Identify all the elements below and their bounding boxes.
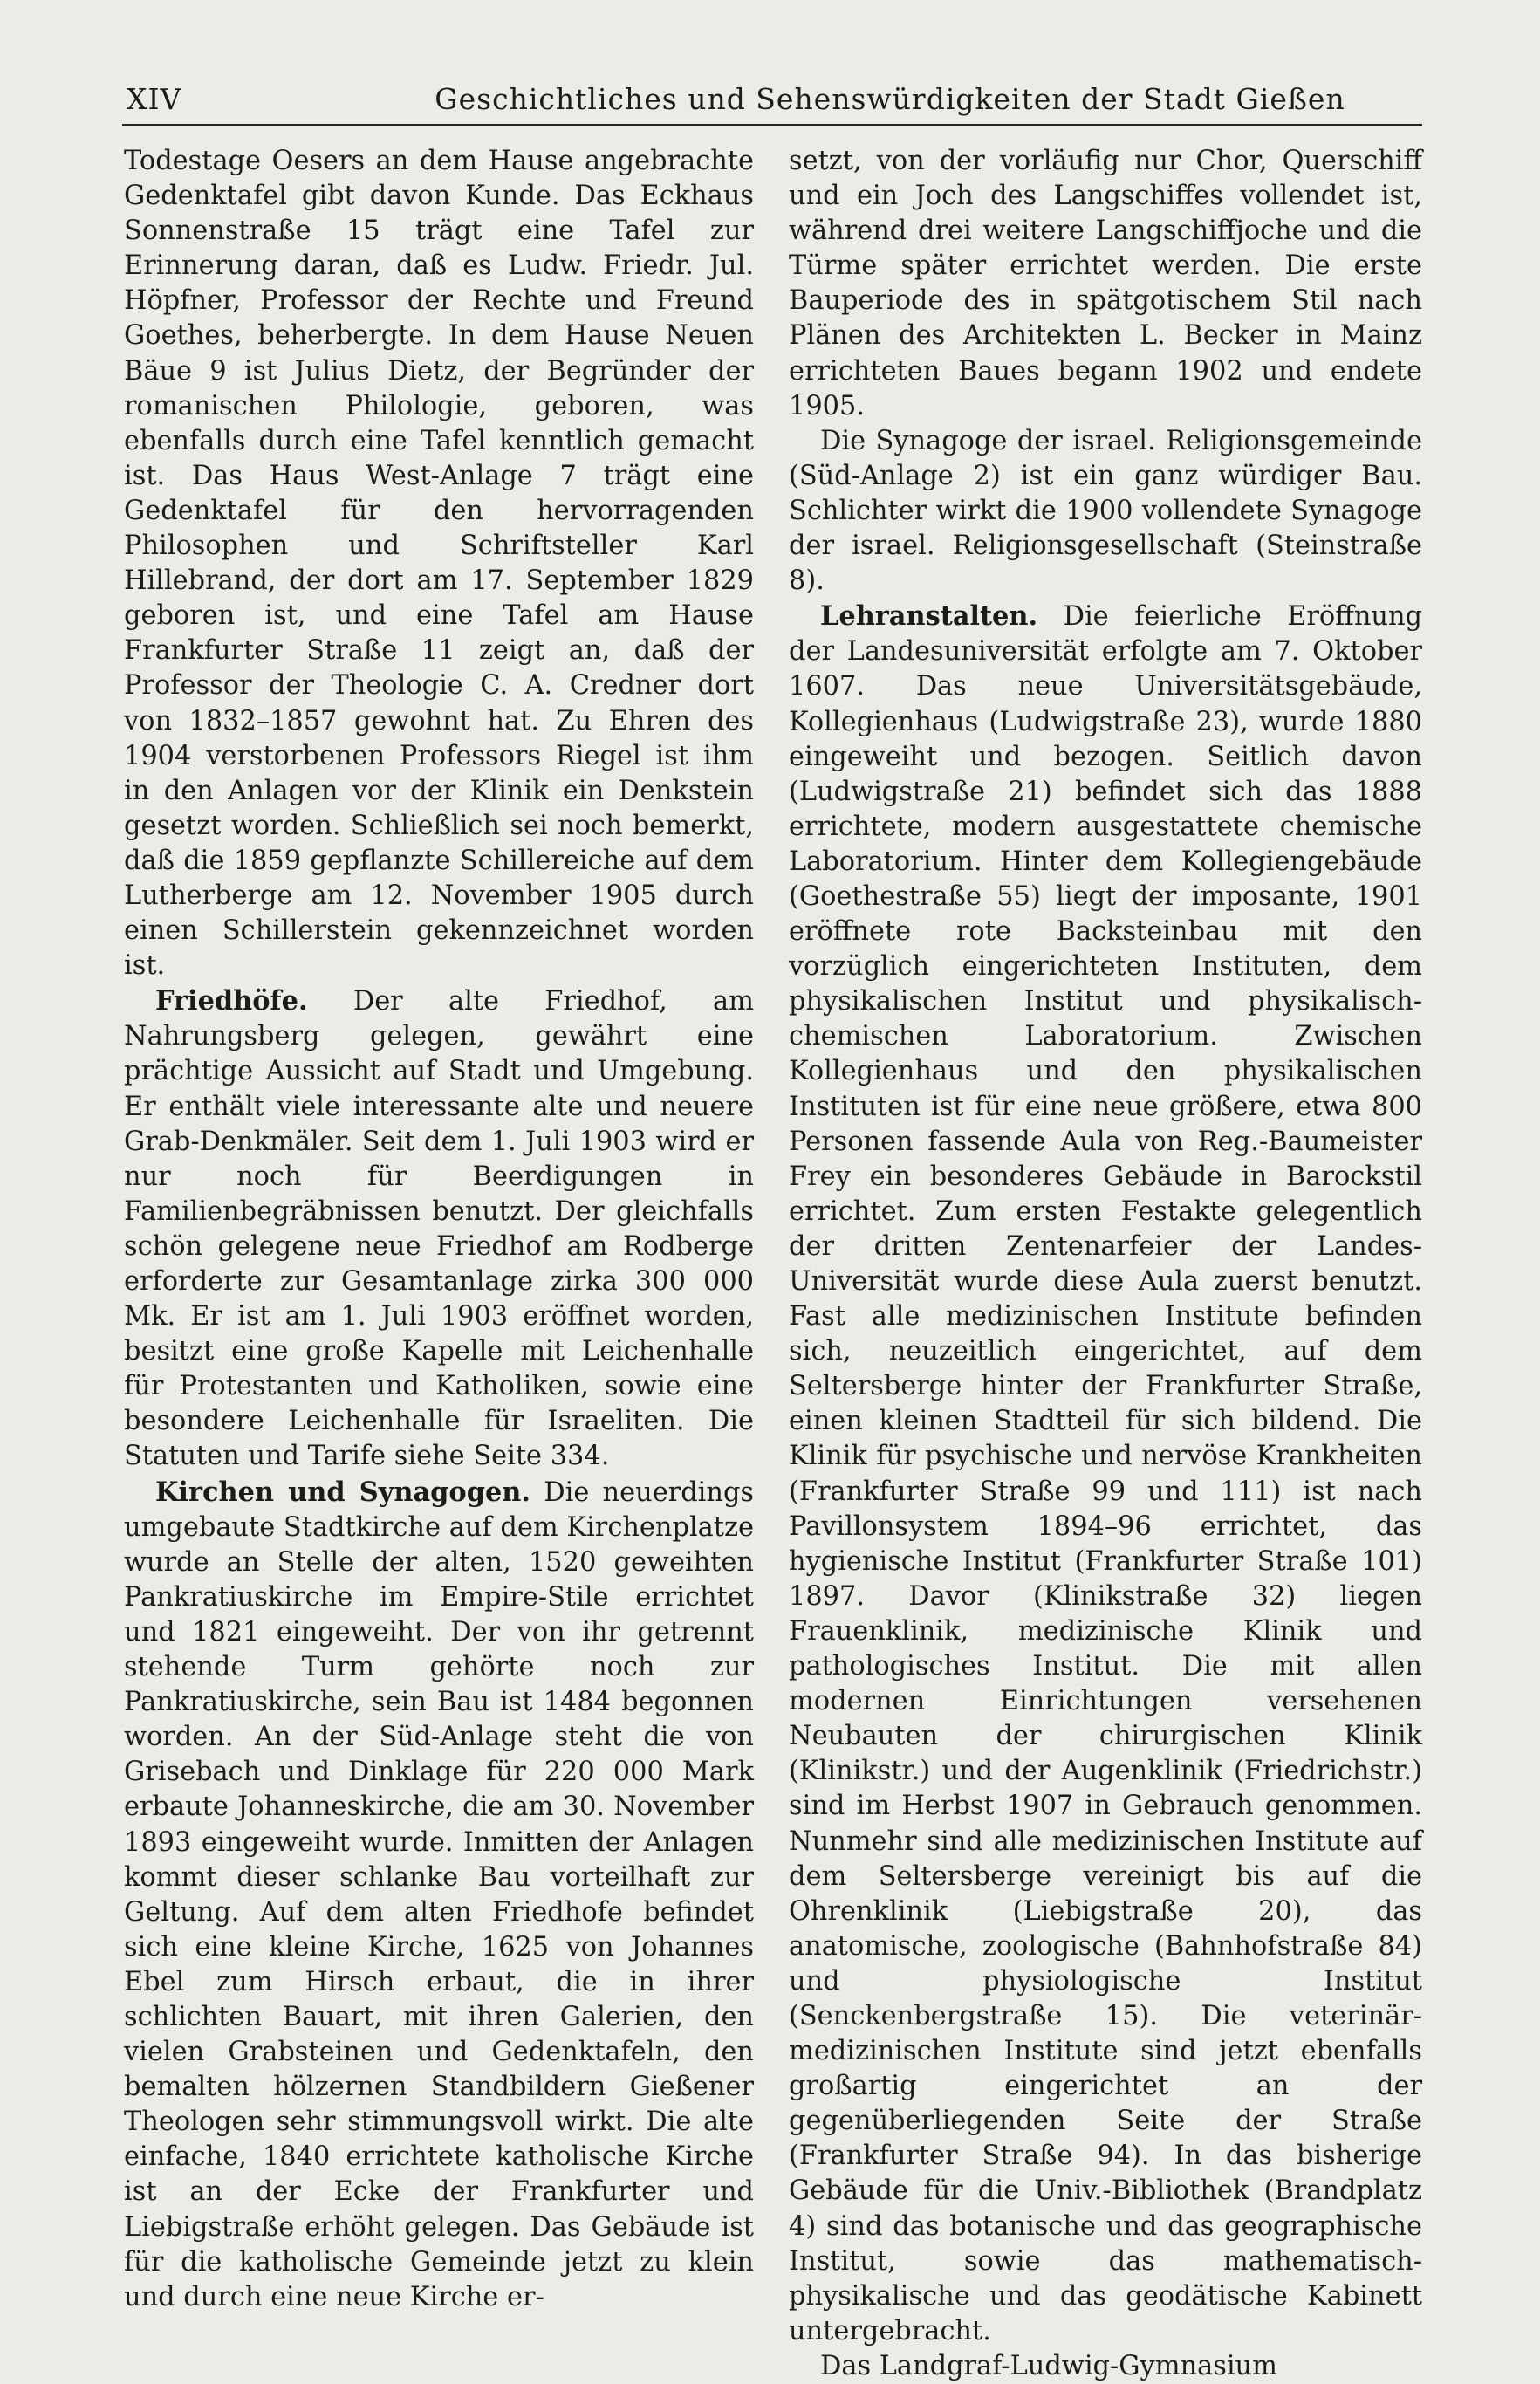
section-heading-kirchen: Kirchen und Synagogen. — [155, 1476, 530, 1508]
right-column — [789, 144, 1422, 2381]
section-heading-friedhoefe: Friedhöfe. — [155, 985, 308, 1017]
paragraph-educational-institutions — [789, 599, 1422, 2349]
left-column — [124, 144, 754, 2312]
running-title: Geschichtliches und Sehenswürdigkeiten der Stadt Gießen — [435, 82, 1345, 116]
paragraph-text: Todestage Oesers an dem Hause angebrachte Gedenktafel gibt davon Kunde. Das Eckhaus Sonnenstraße 15 trägt eine Tafel zur Erinnerung daran, daß es Ludw. Friedr. Jul. Höpfner, Professor der Rechte und Freund Goethes, beherbergte. In dem Hause Neuen Bäue 9 ist Julius Dietz, der Begründer der romanischen Philologie, geboren, was ebenfalls durch eine Tafel kenntlich gemacht ist. Das Haus West-Anlage 7 trägt eine Gedenktafel für den hervorragenden Philosophen und Schriftsteller Karl Hillebrand, der dort am 17. September 1829 geboren ist, und eine Tafel am Hause Frankfurter Straße 11 zeigt an, daß der Professor der Theologie C. A. Credner dort von 1832–1857 gewohnt hat. Zu Ehren des 1904 verstorbenen Professors Riegel ist ihm in den Anlagen vor der Klinik ein Denkstein gesetzt worden. Schließlich sei noch bemerkt, daß die 1859 gepflanzte Schillereiche auf dem Lutherberge am 12. November 1905 durch einen Schillerstein gekennzeichnet worden ist. — [124, 146, 754, 982]
paragraph-synagogues — [789, 424, 1422, 599]
paragraph-text: Das Landgraf-Ludwig-Gymnasium — [820, 2350, 1277, 2381]
paragraph-catholic-church-continued — [789, 144, 1422, 424]
paragraph-text: Die Synagoge der israel. Religionsgemeinde (Süd-Anlage 2) ist ein ganz würdiger Bau. Schlichter wirkt die 1900 vollendete Synagoge der israel. Religionsgesellschaft (Steinstraße 8). — [789, 425, 1422, 597]
paragraph-churches — [124, 1475, 754, 2315]
paragraph-text: Die feierliche Eröffnung der Landesuniversität erfolgte am 7. Oktober 1607. Das neue Universitätsgebäude, Kollegienhaus (Ludwigstraße 23), wurde 1880 eingeweiht und bezogen. Seitlich davon (Ludwigstraße 21) befindet sich das 1888 errichtete, modern ausgestattete chemische Laboratorium. Hinter dem Kollegiengebäude (Goethestraße 55) liegt der imposante, 1901 eröffnete rote Backsteinbau mit den vorzüglich eingerichteten Instituten, dem physikalischen Institut und physikalisch-chemischen Laboratorium. Zwischen Kollegienhaus und den physikalischen Instituten ist für eine neue größere, etwa 800 Personen fassende Aula von Reg.-Baumeister Frey ein besonderes Gebäude in Barockstil errichtet. Zum ersten Festakte gelegentlich der dritten Zentenarfeier der Landes-Universität wurde diese Aula zuerst benutzt. Fast alle medizinischen Institute befinden sich, neuzeitlich eingerichtet, auf dem Seltersberge hinter der Frankfurter Straße, einen kleinen Stadtteil für sich bildend. Die Klinik für psychische und nervöse Krankheiten (Frankfurter Straße 99 und 111) ist nach Pavillonsystem 1894–96 errichtet, das hygienische Institut (Frankfurter Straße 101) 1897. Davor (Klinikstraße 32) liegen Frauenklinik, medizinische Klinik und pathologisches Institut. Die mit allen modernen Einrichtungen versehenen Neubauten der chirurgischen Klinik (Klinikstr.) und der Augenklinik (Friedrichstr.) sind im Herbst 1907 in Gebrauch genommen. Nunmehr sind alle medizinischen Institute auf dem Seltersberge vereinigt bis auf die Ohrenklinik (Liebigstraße 20), das anatomische, zoologische (Bahnhofstraße 84) und physiologische Institut (Senckenbergstraße 15). Die veterinär-medizinischen Institute sind jetzt ebenfalls großartig eingerichtet an der gegenüberliegenden Seite der Straße (Frankfurter Straße 94). In das bisherige Gebäude für die Univ.-Bibliothek (Brandplatz 4) sind das botanische und das geographische Institut, sowie das mathematisch-physikalische und das geodätische Kabinett untergebracht. — [789, 601, 1422, 2346]
paragraph-gymnasium — [789, 2349, 1422, 2384]
paragraph-text: Der alte Friedhof, am Nahrungsberg gelegen, gewährt eine prächtige Aussicht auf Stadt und Umgebung. Er enthält viele interessante alte und neuere Grab-Denkmäler. Seit dem 1. Juli 1903 wird er nur noch für Beerdigungen in Familienbegräbnissen benutzt. Der gleichfalls schön gelegene neue Friedhof am Rodberge erforderte zur Gesamtanlage zirka 300 000 Mk. Er ist am 1. Juli 1903 eröffnet worden, besitzt eine große Kapelle mit Leichenhalle für Protestanten und Katholiken, sowie eine besondere Leichenhalle für Israeliten. Die Statuten und Tarife siehe Seite 334. — [124, 986, 754, 1472]
paragraph-text: Die neuerdings umgebaute Stadtkirche auf dem Kirchenplatze wurde an Stelle der alten, 1520 geweihten Pankratiuskirche im Empire-Stile errichtet und 1821 eingeweiht. Der von ihr getrennt stehende Turm gehörte noch zur Pankratiuskirche, sein Bau ist 1484 begonnen worden. An der Süd-Anlage steht die von Grisebach und Dinklage für 220 000 Mark erbaute Johanneskirche, die am 30. November 1893 eingeweiht wurde. Inmitten der Anlagen kommt dieser schlanke Bau vorteilhaft zur Geltung. Auf dem alten Friedhofe befindet sich eine kleine Kirche, 1625 von Johannes Ebel zum Hirsch erbaut, die in ihrer schlichten Bauart, mit ihren Galerien, den vielen Grabsteinen und Gedenktafeln, den bemalten hölzernen Standbildern Gießener Theologen sehr stimmungsvoll wirkt. Die alte einfache, 1840 errichtete katholische Kirche ist an der Ecke der Frankfurter und Liebigstraße erhöht gelegen. Das Gebäude ist für die katholische Gemeinde jetzt zu klein und durch eine neue Kirche er- — [124, 1476, 754, 2312]
paragraph-cemeteries — [124, 983, 754, 1474]
page-number: XIV — [127, 82, 182, 116]
page-header — [122, 80, 1422, 126]
paragraph-text: setzt, von der vorläufig nur Chor, Querschiff und ein Joch des Langschiffes vollendet ist, während drei weitere Langschiffjoche und die Türme später errichtet werden. Die erste Bauperiode des in spätgotischem Stil nach Plänen des Architekten L. Becker in Mainz errichteten Baues begann 1902 und endete 1905. — [789, 146, 1422, 421]
paragraph-memorial-plaques — [124, 144, 754, 983]
section-heading-lehranstalten: Lehranstalten. — [820, 600, 1038, 633]
